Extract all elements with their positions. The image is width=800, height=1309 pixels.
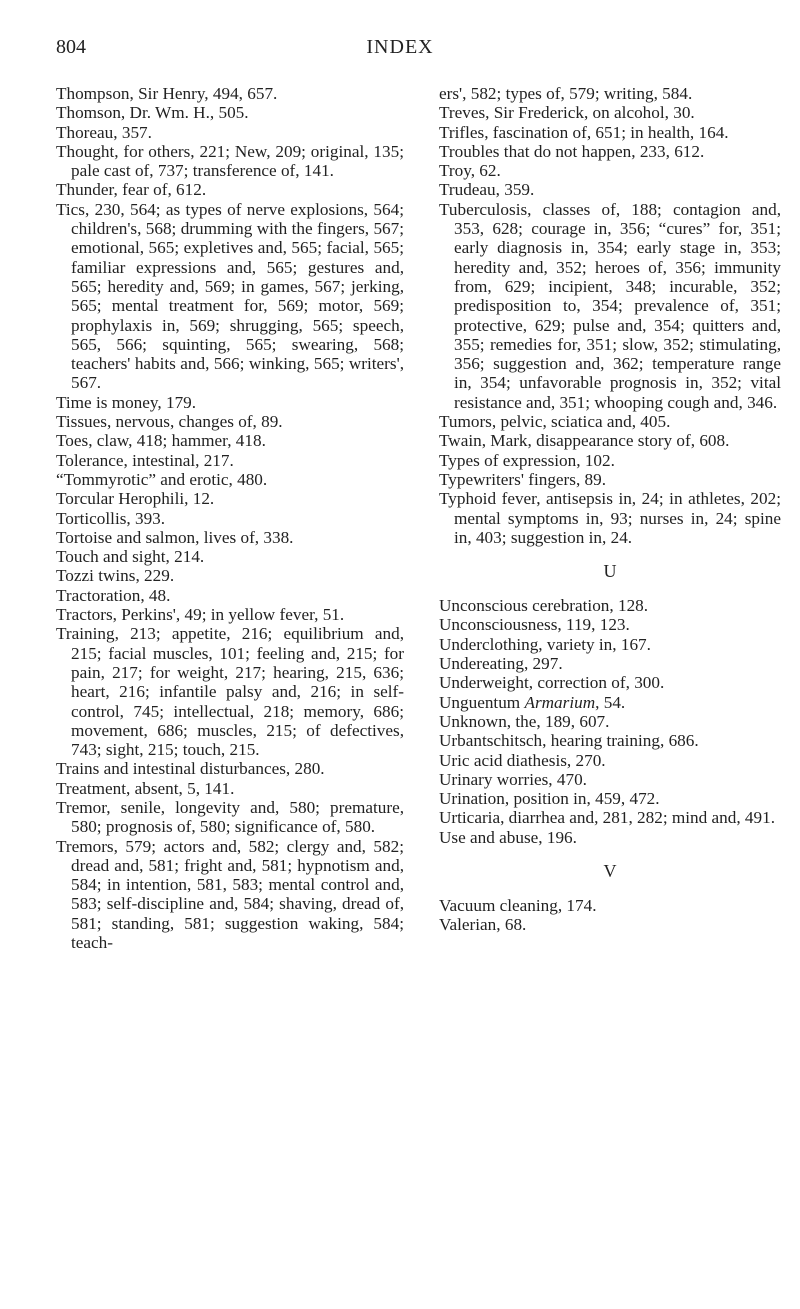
index-entry: Touch and sight, 214. (56, 547, 205, 567)
index-entry: Tumors, pelvic, sciatica and, 405. (439, 412, 671, 432)
index-entry: “Tommyrotic” and erotic, 480. (56, 469, 268, 489)
index-entry: Urination, position in, 459, 472. (439, 789, 660, 809)
index-entries-v (439, 896, 781, 935)
index-entries-u (439, 596, 781, 847)
section-letter-u: U (603, 561, 617, 582)
index-entry: Tuberculosis, classes of, 188; contagion and, 353, 628; courage in, 356; “cures” for, 351; early diagnosis in, 354; early stage in, 353; heredity and, 352; heroes of, 356; immunity from, 629; incipient, 348; incurable, 352; predisposition to, 354; prevalence of, 351; protective, 629; pulse and, 354; quitters and, 355; remedies for, 351; slow, 352; stimulating, 356; suggestion and, 362; temperature range in, 354; unfavorable prognosis in, 352; vital resistance and, 351; whooping cough and, 346. (439, 199, 781, 412)
index-entry: Treves, Sir Frederick, on alcohol, 30. (439, 103, 695, 123)
index-entry: Tissues, nervous, changes of, 89. (56, 412, 283, 432)
index-entry: Troubles that do not happen, 233, 612. (439, 141, 705, 161)
index-entry: Unconscious cerebration, 128. (439, 596, 649, 616)
section-letter-v: V (603, 860, 617, 881)
index-entry: Thought, for others, 221; New, 209; original, 135; pale cast of, 737; transference of, 141. (56, 141, 404, 181)
index-entry: Typhoid fever, antisepsis in, 24; in athletes, 202; mental symptoms in, 93; nurses in, 24; spine in, 403; suggestion in, 24. (439, 489, 781, 547)
index-entry: ers', 582; types of, 579; writing, 584. (439, 84, 693, 103)
index-entry: Treatment, absent, 5, 141. (56, 778, 235, 798)
index-entry: Urticaria, diarrhea and, 281, 282; mind and, 491. (439, 808, 776, 828)
index-entry: Underweight, correction of, 300. (439, 673, 665, 693)
index-entry: Training, 213; appetite, 216; equilibrium and, 215; facial muscles, 101; feeling and, 215; for pain, 217; for weight, 217; hearing, 215, 636; heart, 216; infantile palsy and, 216; in self-control, 745; intellectual, 218; memory, 686; movement, 686; muscles, 215; of defectives, 743; sight, 215; touch, 215. (56, 624, 404, 760)
index-entry: Thomson, Dr. Wm. H., 505. (56, 103, 249, 123)
index-entry: Use and abuse, 196. (439, 827, 577, 847)
index-entry: Uric acid diathesis, 270. (439, 750, 606, 770)
index-entry: Trudeau, 359. (439, 180, 535, 200)
index-entry: Thompson, Sir Henry, 494, 657. (56, 84, 278, 103)
page-number: 804 (56, 36, 86, 58)
index-entry: Troy, 62. (439, 161, 501, 181)
index-entry: Thunder, fear of, 612. (56, 180, 207, 200)
index-entry: Thoreau, 357. (56, 122, 152, 142)
index-entry: Tremors, 579; actors and, 582; clergy and, 582; dread and, 581; fright and, 581; hypnotism and, 584; in intention, 581, 583; mental control and, 583; self-discipline and, 584; shaving, dread of, 581; standing, 581; suggestion waking, 584; teach- (56, 836, 404, 953)
index-entry: Types of expression, 102. (439, 450, 615, 470)
index-entry: Tozzi twins, 229. (56, 566, 175, 586)
running-head: INDEX (366, 36, 434, 58)
index-entry: Unconsciousness, 119, 123. (439, 615, 630, 635)
index-entry: Trains and intestinal disturbances, 280. (56, 759, 325, 779)
index-entry: Torcular Herophili, 12. (56, 489, 215, 509)
index-entry: Trifles, fascination of, 651; in health, 164. (439, 122, 729, 142)
index-entry: Unguentum Armarium, 54. (439, 692, 626, 712)
index-entry: Torticollis, 393. (56, 508, 166, 528)
index-entry: Tremor, senile, longevity and, 580; premature, 580; prognosis of, 580; significance of, 580. (56, 797, 404, 837)
index-column-left (56, 84, 404, 952)
index-entry: Twain, Mark, disappearance story of, 608. (439, 431, 730, 451)
index-entry: Undereating, 297. (439, 654, 563, 674)
index-entry: Typewriters' fingers, 89. (439, 469, 607, 489)
index-entries-t-continued (439, 84, 781, 547)
index-entry: Urinary worries, 470. (439, 769, 587, 789)
index-entry: Toes, claw, 418; hammer, 418. (56, 431, 266, 451)
index-entry: Urbantschitsch, hearing training, 686. (439, 731, 699, 751)
index-entry: Tolerance, intestinal, 217. (56, 450, 234, 470)
index-entry: Unknown, the, 189, 607. (439, 711, 610, 731)
index-entry: Tortoise and salmon, lives of, 338. (56, 527, 294, 547)
index-entry: Underclothing, variety in, 167. (439, 634, 651, 654)
index-entry: Vacuum cleaning, 174. (439, 895, 597, 915)
index-entry: Time is money, 179. (56, 392, 197, 412)
index-entry: Tractors, Perkins', 49; in yellow fever, 51. (56, 605, 345, 625)
index-entry: Valerian, 68. (439, 915, 527, 935)
index-column-right (439, 84, 781, 935)
index-entry: Tics, 230, 564; as types of nerve explosions, 564; children's, 568; drumming with the fingers, 567; emotional, 565; expletives and, 565; facial, 565; familiar expressions and, 565; gestures and, 565; heredity and, 569; in games, 567; jerking, 565; mental treatment for, 569; motor, 569; prophylaxis in, 569; shrugging, 565; speech, 565, 566; squinting, 565; swearing, 568; teachers' habits and, 566; winking, 565; writers', 567. (56, 199, 404, 393)
index-entry: Tractoration, 48. (56, 585, 171, 605)
